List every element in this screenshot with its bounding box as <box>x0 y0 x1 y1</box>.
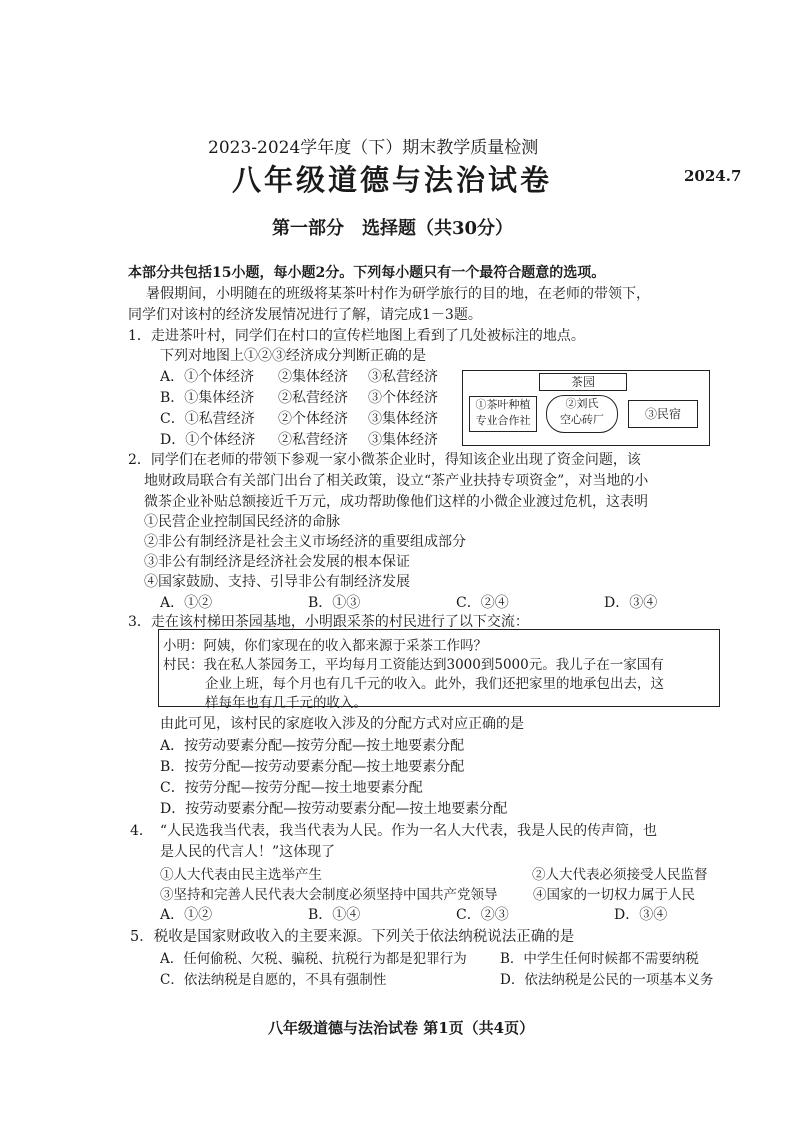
q1-option-b-2: ②私营经济 <box>278 390 348 406</box>
map-location-brick-factory <box>546 395 618 433</box>
q3-option-a[interactable]: A．按劳动要素分配—按劳分配—按土地要素分配 <box>160 738 465 754</box>
q3-dialog-line: 企业上班，每个月也有几千元的收入。此外，我们还把家里的地承包出去，这 <box>205 676 664 692</box>
q1-stem: 下列对地图上①②③经济成分判断正确的是 <box>160 348 426 364</box>
q2-item: ②非公有制经济是社会主义市场经济的重要组成部分 <box>144 534 466 550</box>
q2-item: ③非公有制经济是经济社会发展的根本保证 <box>144 554 410 570</box>
q5-stem: 5．税收是国家财政收入的主要来源。下列关于依法纳税说法正确的是 <box>130 929 575 945</box>
q1-stem: 1．走进茶叶村，同学们在村口的宣传栏地图上看到了几处被标注的地点。 <box>128 328 585 344</box>
q1-option-c-3: ③集体经济 <box>368 411 438 427</box>
q3-stem: 3．走在该村梯田茶园基地，小明跟采茶的村民进行了以下交流： <box>128 614 529 630</box>
exam-date: 2024.7 <box>684 167 742 185</box>
q1-option-b[interactable]: B．①集体经济 <box>160 390 255 406</box>
instructions: 本部分共包括15小题，每小题2分。下列每小题只有一个最符合题意的选项。 <box>128 265 606 281</box>
q3-dialog-line: 村民：我在私人茶园务工，平均每月工资能达到3000到5000元。我儿子在一家国有 <box>163 657 664 673</box>
q3-question: 由此可见，该村民的家庭收入涉及的分配方式对应正确的是 <box>160 716 524 732</box>
q5-option-d[interactable]: D．依法纳税是公民的一项基本义务 <box>500 972 714 988</box>
q4-option-b[interactable]: B．①④ <box>308 907 361 923</box>
page-footer: 八年级道德与法治试卷 第1页（共4页） <box>268 1019 535 1037</box>
q4-option-c[interactable]: C．②③ <box>456 907 509 923</box>
map-label: 专业合作社 <box>475 414 531 427</box>
intro-line: 同学们对该村的经济发展情况进行了解，请完成1－3题。 <box>128 307 482 323</box>
q2-option-b[interactable]: B．①③ <box>308 595 361 611</box>
q5-option-a[interactable]: A．任何偷税、欠税、骗税、抗税行为都是犯罪行为 <box>160 951 467 967</box>
q3-option-c[interactable]: C．按劳分配—按劳分配—按土地要素分配 <box>160 780 423 796</box>
map-location-homestay: ③民宿 <box>628 400 698 428</box>
q1-option-c-2: ②个体经济 <box>278 411 348 427</box>
q4-option-d[interactable]: D．③④ <box>614 907 668 923</box>
map-label: 空心砖厂 <box>560 413 604 426</box>
map-label: ②刘氏 <box>565 397 599 410</box>
q1-option-b-3: ③个体经济 <box>368 390 438 406</box>
q4-item: ④国家的一切权力属于人民 <box>533 887 695 903</box>
q2-item: ①民营企业控制国民经济的命脉 <box>144 514 340 530</box>
q2-stem: 地财政局联合有关部门出台了相关政策，设立“茶产业扶持专项资金”，对当地的小 <box>144 473 649 489</box>
q4-stem: 4． “人民选我当代表，我当代表为人民。作为一名人大代表，我是人民的传声筒，也 <box>130 823 658 839</box>
q4-item: ②人大代表必须接受人民监督 <box>532 867 708 883</box>
q2-stem: 微茶企业补贴总额接近千万元，成功帮助像他们这样的小微企业渡过危机，这表明 <box>144 494 648 510</box>
q3-option-b[interactable]: B．按劳分配—按劳动要素分配—按土地要素分配 <box>160 759 465 775</box>
exam-subtitle: 2023-2024学年度（下）期末教学质量检测 <box>208 138 539 158</box>
q1-option-a-2: ②集体经济 <box>278 369 348 385</box>
q1-option-c[interactable]: C．①私营经济 <box>160 411 255 427</box>
q3-dialog-line: 小明：阿姨，你们家现在的收入都来源于采茶工作吗？ <box>163 638 487 654</box>
q4-option-a[interactable]: A．①② <box>160 907 213 923</box>
q1-option-a[interactable]: A．①个体经济 <box>160 369 255 385</box>
q4-stem: 是人民的代言人！”这体现了 <box>160 844 336 860</box>
q5-option-c[interactable]: C．依法纳税是自愿的，不具有强制性 <box>160 972 387 988</box>
village-map-figure <box>462 370 710 446</box>
q3-option-d[interactable]: D．按劳动要素分配—按劳动要素分配—按土地要素分配 <box>160 801 508 817</box>
section-title: 第一部分 选择题（共30分） <box>272 218 514 239</box>
q2-stem: 2．同学们在老师的带领下参观一家小微茶企业时，得知该企业出现了资金问题，该 <box>128 452 641 468</box>
q2-item: ④国家鼓励、支持、引导非公有制经济发展 <box>144 574 410 590</box>
map-location-cooperative <box>469 396 537 432</box>
map-label: ①茶叶种植 <box>475 398 531 411</box>
q4-item: ①人大代表由民主选举产生 <box>160 867 322 883</box>
intro-line: 暑假期间，小明随在的班级将某茶叶村作为研学旅行的目的地，在老师的带领下， <box>146 286 650 302</box>
q2-option-a[interactable]: A．①② <box>160 595 213 611</box>
q1-option-d[interactable]: D．①个体经济 <box>160 432 256 448</box>
exam-title: 八年级道德与法治试卷 <box>232 163 553 197</box>
q4-item: ③坚持和完善人民代表大会制度必须坚持中国共产党领导 <box>160 887 498 903</box>
q2-option-c[interactable]: C．②④ <box>456 595 509 611</box>
q5-option-b[interactable]: B．中学生任何时候都不需要纳税 <box>500 951 699 967</box>
q1-option-d-3: ③集体经济 <box>368 432 438 448</box>
map-title-tea-garden: 茶园 <box>539 373 627 391</box>
q3-dialog-line: 样每年也有几千元的收入。 <box>205 695 367 711</box>
q2-option-d[interactable]: D．③④ <box>604 595 658 611</box>
q1-option-d-2: ②私营经济 <box>278 432 348 448</box>
q1-option-a-3: ③私营经济 <box>368 369 438 385</box>
